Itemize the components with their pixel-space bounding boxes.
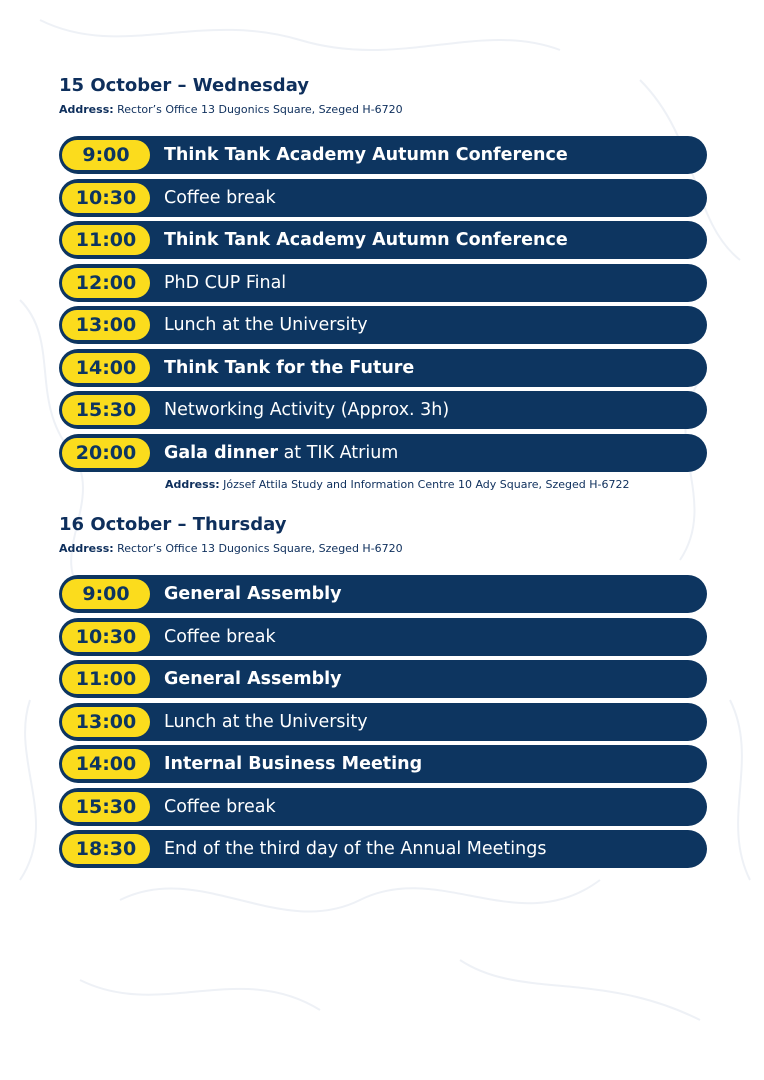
event-label: Lunch at the University xyxy=(164,711,368,732)
address-text: Rector’s Office 13 Dugonics Square, Szeged H-6720 xyxy=(117,542,403,555)
event-label: Internal Business Meeting xyxy=(164,754,423,774)
time-pill: 15:30 xyxy=(62,792,150,822)
event-label-main: Gala dinner xyxy=(164,442,279,463)
event-label: Coffee break xyxy=(164,187,276,208)
schedule-list xyxy=(59,136,707,472)
event-label: Coffee break xyxy=(164,626,276,647)
event-label: Coffee break xyxy=(164,796,276,817)
event-label-suffix: at TIK Atrium xyxy=(278,442,399,463)
address-label: Address: xyxy=(165,477,220,491)
event-label: PhD CUP Final xyxy=(164,272,287,293)
schedule-row xyxy=(59,434,707,472)
schedule-row xyxy=(59,830,707,868)
time-pill: 18:30 xyxy=(62,834,150,864)
schedule-row xyxy=(59,575,707,613)
day-section-wednesday xyxy=(59,75,707,492)
schedule-row xyxy=(59,745,707,783)
day-title: 16 October – Thursday xyxy=(59,514,287,535)
time-pill: 10:30 xyxy=(62,183,150,213)
time-pill: 13:00 xyxy=(62,707,150,737)
address-text: Rector’s Office 13 Dugonics Square, Szeged H-6720 xyxy=(117,103,403,116)
schedule-row xyxy=(59,136,707,174)
day-address xyxy=(59,103,707,117)
time-pill: 13:00 xyxy=(62,310,150,340)
schedule-row xyxy=(59,264,707,302)
time-pill: 14:00 xyxy=(62,749,150,779)
time-pill: 11:00 xyxy=(62,225,150,255)
event-label: Think Tank for the Future xyxy=(164,357,415,378)
time-pill: 9:00 xyxy=(62,579,150,609)
day-address xyxy=(59,542,707,556)
event-label: Think Tank Academy Autumn Conference xyxy=(164,230,568,250)
schedule-row xyxy=(59,306,707,344)
schedule-row xyxy=(59,221,707,259)
time-pill: 14:00 xyxy=(62,353,150,383)
time-pill: 12:00 xyxy=(62,268,150,298)
day-section-thursday xyxy=(59,514,707,873)
event-label: General Assembly xyxy=(164,669,342,689)
event-label: Think Tank Academy Autumn Conference xyxy=(164,145,568,165)
day-title: 15 October – Wednesday xyxy=(59,75,310,96)
schedule-row xyxy=(59,391,707,429)
schedule-row xyxy=(59,703,707,741)
schedule-row xyxy=(59,618,707,656)
event-label: Networking Activity (Approx. 3h) xyxy=(164,400,450,420)
time-pill: 15:30 xyxy=(62,395,150,425)
gala-address xyxy=(165,478,707,492)
schedule-row xyxy=(59,349,707,387)
address-label: Address: xyxy=(59,103,114,116)
schedule-list xyxy=(59,575,707,868)
schedule-row xyxy=(59,788,707,826)
time-pill: 9:00 xyxy=(62,140,150,170)
address-label: Address: xyxy=(59,542,114,555)
event-label: End of the third day of the Annual Meetings xyxy=(164,839,547,859)
schedule-row xyxy=(59,179,707,217)
time-pill: 11:00 xyxy=(62,664,150,694)
time-pill: 20:00 xyxy=(62,438,150,468)
event-label xyxy=(164,434,398,472)
event-label: Lunch at the University xyxy=(164,315,368,335)
time-pill: 10:30 xyxy=(62,622,150,652)
schedule-row xyxy=(59,660,707,698)
event-label: General Assembly xyxy=(164,584,342,604)
address-text: József Attila Study and Information Centre 10 Ady Square, Szeged H-6722 xyxy=(223,477,630,491)
